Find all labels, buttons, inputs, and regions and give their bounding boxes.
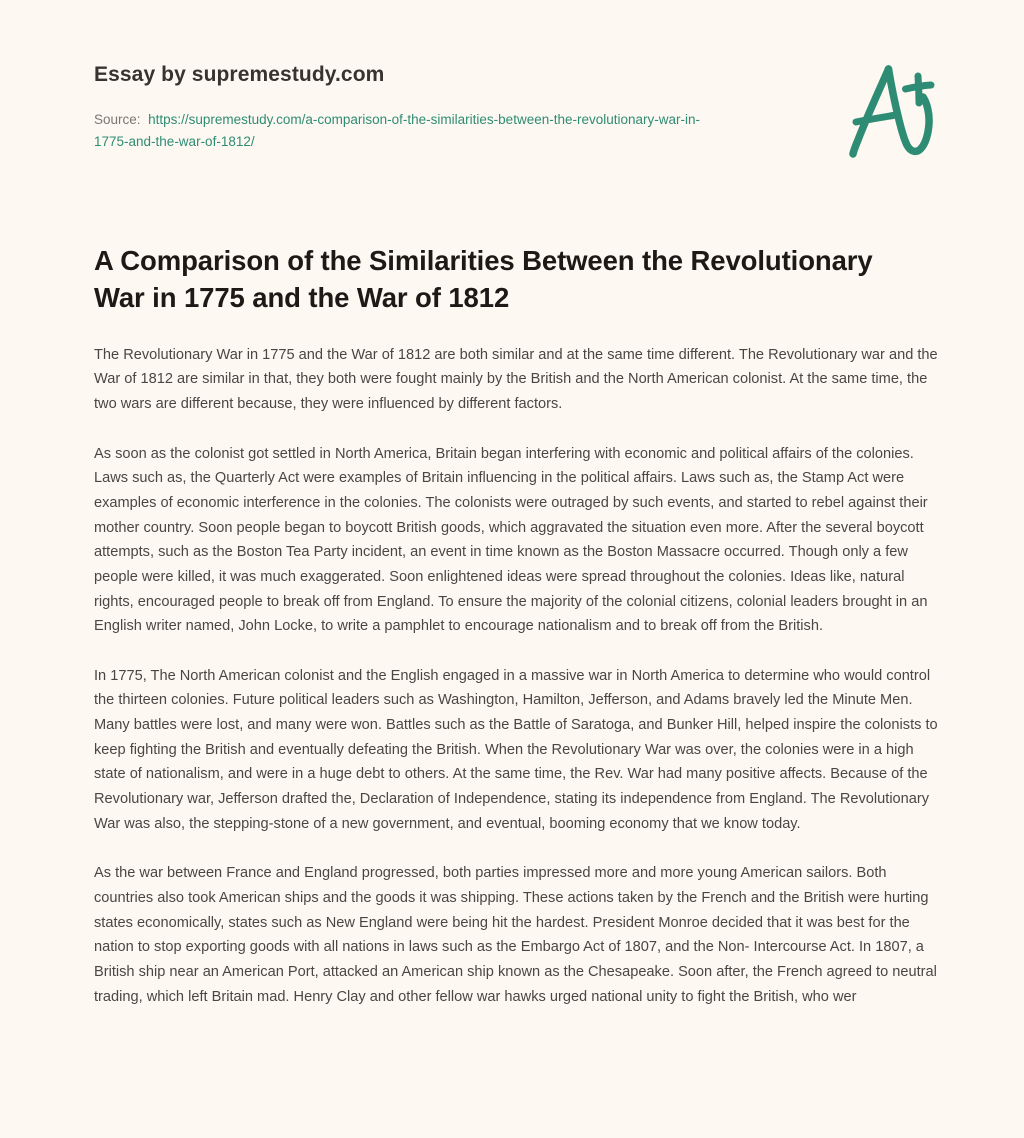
article-body	[94, 343, 944, 1010]
page-title: Essay by supremestudy.com	[94, 63, 385, 86]
article	[0, 153, 1024, 1009]
a-plus-logo-icon	[832, 52, 952, 172]
source-url-link[interactable]: https://supremestudy.com/a-comparison-of-the-similarities-between-the-revolutionary-war-in-1775-and-the-war-of-1812/	[94, 112, 701, 150]
source-label: Source:	[94, 112, 141, 128]
article-paragraph: As soon as the colonist got settled in North America, Britain began interfering with economic and political affairs of the colonies. Laws such as, the Quarterly Act were examples of Britain influencing in the political affairs. Laws such as, the Stamp Act were examples of economic interference in the colonies. The colonists were outraged by such events, and started to rebel against their mother country. Soon people began to boycott British goods, which aggravated the situation even more. After the several boycott attempts, such as the Boston Tea Party incident, an event in time known as the Boston Massacre occurred. Though only a few people were killed, it was much exaggerated. Soon enlightened ideas were spread throughout the colonies. Ideas like, natural rights, encouraged people to break off from England. To ensure the majority of the colonial citizens, colonial leaders brought in an English writer named, John Locke, to write a pamphlet to encourage nationalism and to break off from the British.	[94, 445, 928, 635]
a-plus-logo	[832, 52, 952, 172]
header-text-block	[0, 62, 874, 153]
source-line	[94, 109, 704, 153]
article-title: A Comparison of the Similarities Between the Revolutionary War in 1775 and the War of 1812	[94, 244, 873, 313]
document-header	[0, 0, 1024, 153]
article-paragraph: As the war between France and England progressed, both parties impressed more and more young American sailors. Both countries also took American ships and the goods it was shipping. These actions taken by the French and the British were hurting states economically, states such as New England were being hit the hardest. President Monroe decided that it was best for the nation to stop exporting goods with all nations in laws such as the Embargo Act of 1807, and the Non- Intercourse Act. In 1807, a British ship near an American Port, attacked an American ship known as the Chesapeake. Soon after, the French agreed to neutral trading, which left Britain mad. Henry Clay and other fellow war hawks urged national unity to fight the British, who wer	[94, 865, 937, 1005]
article-paragraph: The Revolutionary War in 1775 and the War of 1812 are both similar and at the same time different. The Revolutionary war and the War of 1812 are similar in that, they both were fought mainly by the British and the North American colonist. At the same time, the two wars are different because, they were influenced by different factors.	[94, 346, 938, 412]
article-paragraph: In 1775, The North American colonist and the English engaged in a massive war in North America to determine who would control the thirteen colonies. Future political leaders such as Washington, Hamilton, Jefferson, and Adams bravely led the Minute Men. Many battles were lost, and many were won. Battles such as the Battle of Saratoga, and Bunker Hill, helped inspire the colonists to keep fighting the British and eventually defeating the British. When the Revolutionary War was over, the colonies were in a high state of nationalism, and were in a huge debt to others. At the same time, the Rev. War had many positive affects. Because of the Revolutionary war, Jefferson drafted the, Declaration of Independence, stating its independence from England. The Revolutionary War was also, the stepping-stone of a new government, and eventual, booming economy that we know today.	[94, 667, 938, 832]
